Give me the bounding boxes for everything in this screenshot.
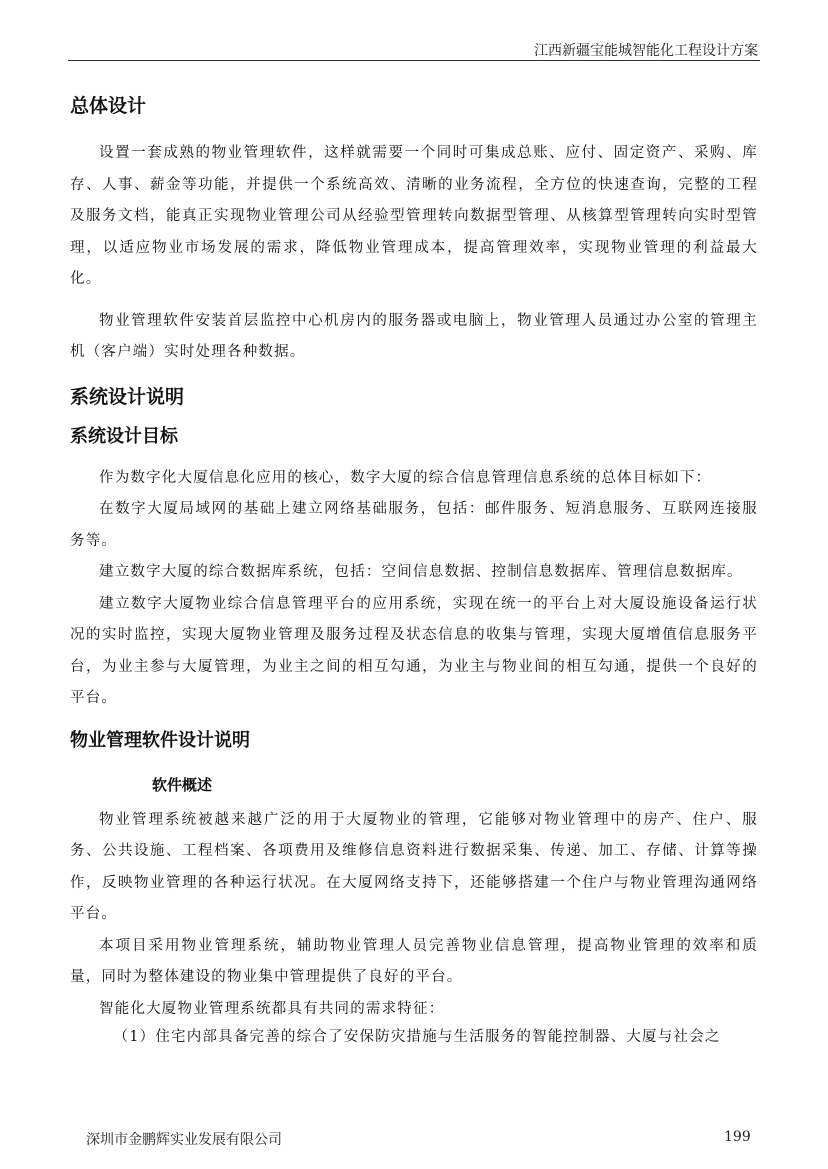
document-body [70,92,758,1049]
heading-design-goal: 系统设计目标 [70,425,178,447]
heading-overall-design: 总体设计 [70,95,147,117]
paragraph-goal-4: 建立数字大厦物业综合信息管理平台的应用系统，实现在统一的平台上对大厦设施设备运行状况的实时监控，实现大厦物业管理及服务过程及状态信息的收集与管理，实现大厦增值信息服务平台，为业主参与大厦管理，为业主之间的相互勾通，为业主与物业间的相互勾通，提供一个良好的平台。 [70,595,758,706]
paragraph-overview-4: （1）住宅内部具备完善的综合了安保防灾措施与生活服务的智能控制器、大厦与社会之 [113,1029,721,1045]
paragraph-overview-3: 智能化大厦物业管理系统都具有共同的需求特征： [99,1000,445,1017]
heading-software-design: 物业管理软件设计说明 [70,729,250,751]
header-rule [68,60,760,61]
paragraph-overall-1: 设置一套成熟的物业管理软件，这样就需要一个同时可集成总账、应付、固定资产、采购、库存、人事、薪金等功能，并提供一个系统高效、清晰的业务流程，全方位的快速查询，完整的工程及服务文档，能真正实现物业管理公司从经验型管理转向数据型管理、从核算型管理转向实时型管理，以适应物业市场发展的需求，降低物业管理成本，提高管理效率，实现物业管理的利益最大化。 [70,145,758,287]
paragraph-goal-2: 在数字大厦局域网的基础上建立网络基础服务，包括：邮件服务、短消息服务、互联网连接服务等。 [70,501,758,549]
heading-software-overview: 软件概述 [152,775,213,794]
paragraph-goal-1: 作为数字化大厦信息化应用的核心，数字大厦的综合信息管理信息系统的总体目标如下： [99,469,712,486]
paragraph-goal-3: 建立数字大厦的综合数据库系统，包括：空间信息数据、控制信息数据库、管理信息数据库。 [99,564,743,580]
paragraph-overall-2: 物业管理软件安装首层监控中心机房内的服务器或电脑上，物业管理人员通过办公室的管理主机（客户端）实时处理各种数据。 [70,312,758,360]
footer-company: 深圳市金鹏辉实业发展有限公司 [86,1132,282,1148]
page-header-title: 江西新疆宝能城智能化工程设计方案 [534,43,758,59]
page-number: 199 [724,1129,751,1145]
paragraph-overview-2: 本项目采用物业管理系统，辅助物业管理人员完善物业信息管理，提高物业管理的效率和质量，同时为整体建设的物业集中管理提供了良好的平台。 [70,937,758,985]
paragraph-overview-1: 物业管理系统被越来越广泛的用于大厦物业的管理，它能够对物业管理中的房产、住户、服务、公共设施、工程档案、各项费用及维修信息资料进行数据采集、传递、加工、存储、计算等操作，反映物业管理的各种运行状况。在大厦网络支持下，还能够搭建一个住户与物业管理沟通网络平台。 [70,811,758,922]
heading-system-design: 系统设计说明 [70,385,185,408]
